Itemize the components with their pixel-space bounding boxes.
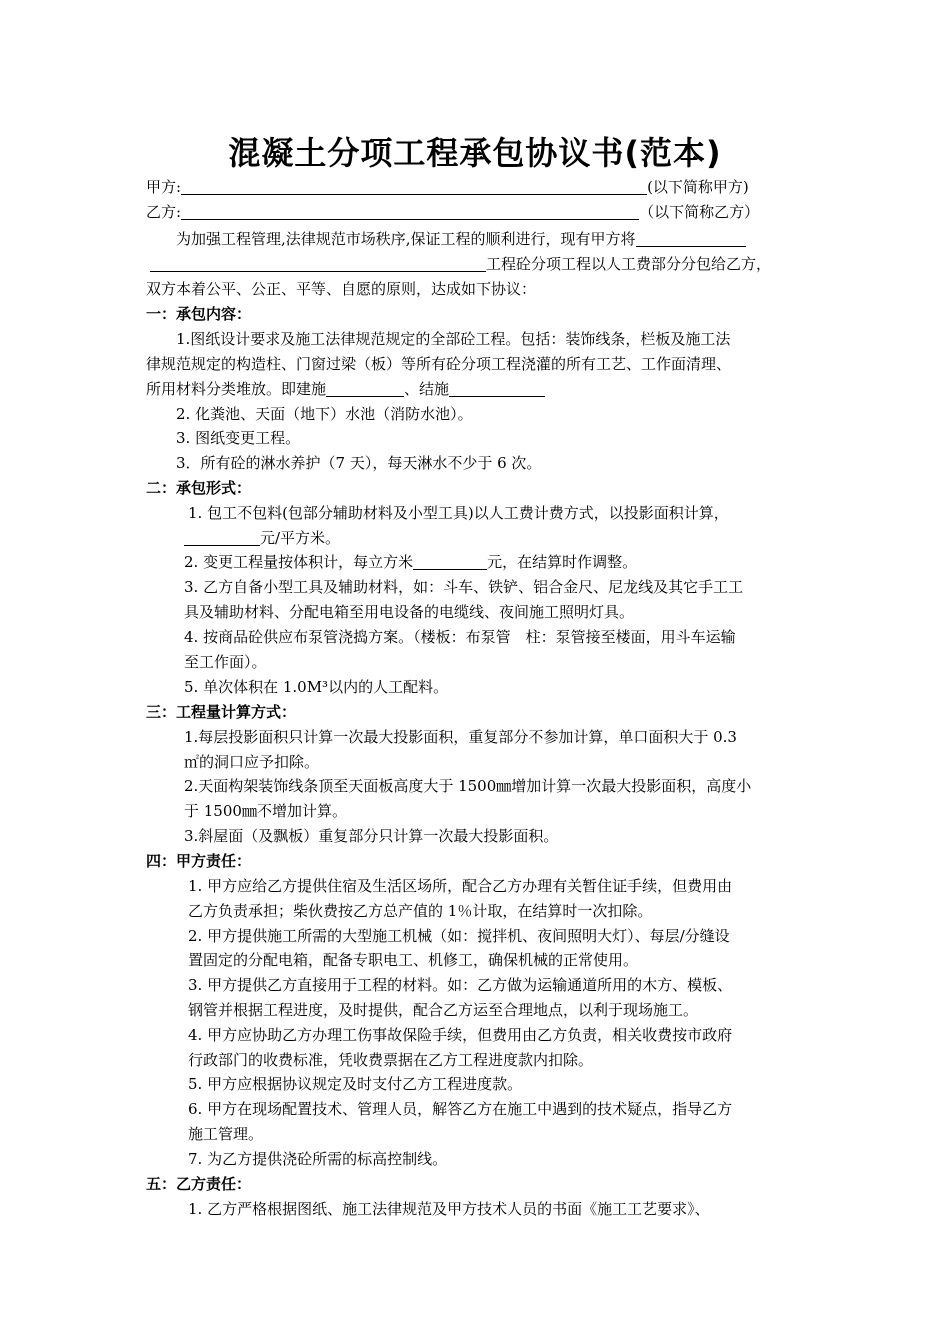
party-b-line: 乙方: （以下简称乙方） bbox=[146, 203, 760, 221]
s4-item5: 5. 甲方应根据协议规定及时支付乙方工程进度款。 bbox=[188, 1075, 523, 1093]
s2-item1-line1: 1. 包工不包料(包部分辅助材料及小型工具)以人工费计费方式，以投影面积计算， bbox=[188, 504, 729, 522]
intro-project-name-blank[interactable] bbox=[150, 255, 486, 272]
s4-item2-line2: 置固定的分配电箱，配备专职电工、机修工，确保机械的正常使用。 bbox=[188, 951, 639, 969]
s1-item3: 3. 图纸变更工程。 bbox=[176, 429, 301, 447]
s4-item4-line1: 4. 甲方应协助乙方办理工伤事故保险手续，但费用由乙方负责，相关收费按市政府 bbox=[188, 1026, 733, 1044]
s2-item1-line2: 元/平方米。 bbox=[184, 528, 340, 548]
s4-item6-line1: 6. 甲方在现场配置技术、管理人员，解答乙方在施工中遇到的技术疑点，指导乙方 bbox=[188, 1100, 733, 1118]
s2-item5: 5. 单次体积在 1.0M³以内的人工配料。 bbox=[184, 678, 449, 696]
section-2-heading: 二：承包形式： bbox=[146, 479, 252, 497]
s2-item3-line1: 3. 乙方自备小型工具及辅助材料，如：斗车、铁铲、铝合金尺、尼龙线及其它手工工 bbox=[184, 578, 744, 596]
section-5-heading: 五：乙方责任： bbox=[146, 1175, 252, 1193]
s1-item1-line2: 律规范规定的构造柱、门窗过梁（板）等所有砼分项工程浇灌的所有工艺、工作面清理、 bbox=[146, 355, 732, 373]
s5-item1-line1: 1. 乙方严格根据图纸、施工法律规范及甲方技术人员的书面《施工工艺要求》、 bbox=[188, 1200, 710, 1218]
s4-item4-line2: 行政部门的收费标准，凭收费票据在乙方工程进度款内扣除。 bbox=[188, 1051, 594, 1069]
party-a-line: 甲方: (以下简称甲方) bbox=[146, 178, 749, 196]
architecture-drawing-blank[interactable] bbox=[326, 380, 404, 397]
s3-item3: 3.斜屋面（及飘板）重复部分只计算一次最大投影面积。 bbox=[184, 827, 559, 845]
s4-item2-line1: 2. 甲方提供施工所需的大型施工机械（如：搅拌机、夜间照明大灯）、每层/分缝设 bbox=[188, 927, 730, 945]
s2-item3-line2: 具及辅助材料、分配电箱至用电设备的电缆线、夜间施工照明灯具。 bbox=[184, 603, 635, 621]
s2-item4-line1: 4. 按商品砼供应布泵管浇捣方案。（楼板：布泵管 柱：泵管接至楼面，用斗车运输 bbox=[184, 628, 736, 646]
party-b-blank[interactable] bbox=[181, 203, 639, 220]
s4-item3-line1: 3. 甲方提供乙方直接用于工程的材料。如：乙方做为运输通道所用的木方、模板、 bbox=[188, 976, 733, 994]
section-3-heading: 三：工程量计算方式： bbox=[146, 703, 297, 721]
s2-item2: 2. 变更工程量按体积计，每立方米 元，在结算时作调整。 bbox=[184, 553, 638, 571]
s1-item1-line3: 所用材料分类堆放。即建施 、结施 bbox=[146, 379, 545, 399]
intro-line-2: 工程砼分项工程以人工费部分分包给乙方， bbox=[150, 254, 771, 274]
intro-line-1: 为加强工程管理,法律规范市场秩序,保证工程的顺利进行，现有甲方将 bbox=[176, 229, 746, 249]
intro-project-blank[interactable] bbox=[636, 230, 746, 247]
s3-item2-line1: 2.天面构架装饰线条顶至天面板高度大于 1500㎜增加计算一次最大投影面积，高度小 bbox=[184, 777, 752, 795]
section-1-heading: 一：承包内容： bbox=[146, 305, 252, 323]
structure-drawing-blank[interactable] bbox=[449, 380, 545, 397]
document-title: 混凝土分项工程承包协议书(范本) bbox=[228, 134, 722, 172]
s4-item3-line2: 钢管并根据工程进度，及时提供，配合乙方运至合理地点，以利于现场施工。 bbox=[188, 1001, 699, 1019]
party-a-blank[interactable] bbox=[181, 178, 647, 195]
s1-item1-line1: 1.图纸设计要求及施工法律规范规定的全部砼工程。包括：装饰线条，栏板及施工法 bbox=[176, 330, 731, 348]
s1-item2: 2. 化粪池、天面（地下）水池（消防水池）。 bbox=[176, 405, 473, 423]
section-4-heading: 四：甲方责任： bbox=[146, 852, 252, 870]
volume-price-blank[interactable] bbox=[413, 553, 487, 570]
s1-item4: 3．所有砼的淋水养护（7 天），每天淋水不少于 6 次。 bbox=[176, 454, 542, 472]
s3-item2-line2: 于 1500㎜不增加计算。 bbox=[184, 802, 347, 820]
s4-item1-line1: 1. 甲方应给乙方提供住宿及生活区场所，配合乙方办理有关暂住证手续，但费用由 bbox=[188, 877, 733, 895]
s3-item1-line1: 1.每层投影面积只计算一次最大投影面积，重复部分不参加计算，单口面积大于 0.3 bbox=[184, 728, 737, 746]
intro-line-3: 双方本着公平、公正、平等、自愿的原则，达成如下协议： bbox=[146, 280, 537, 298]
unit-price-blank[interactable] bbox=[184, 529, 260, 546]
s4-item7: 7. 为乙方提供浇砼所需的标高控制线。 bbox=[188, 1150, 448, 1168]
s4-item1-line2: 乙方负责承担；柴伙费按乙方总产值的 1％计取，在结算时一次扣除。 bbox=[188, 902, 653, 920]
s2-item4-line2: 至工作面）。 bbox=[184, 653, 267, 671]
s4-item6-line2: 施工管理。 bbox=[188, 1125, 264, 1143]
s3-item1-line2: ㎡的洞口应予扣除。 bbox=[184, 753, 320, 771]
